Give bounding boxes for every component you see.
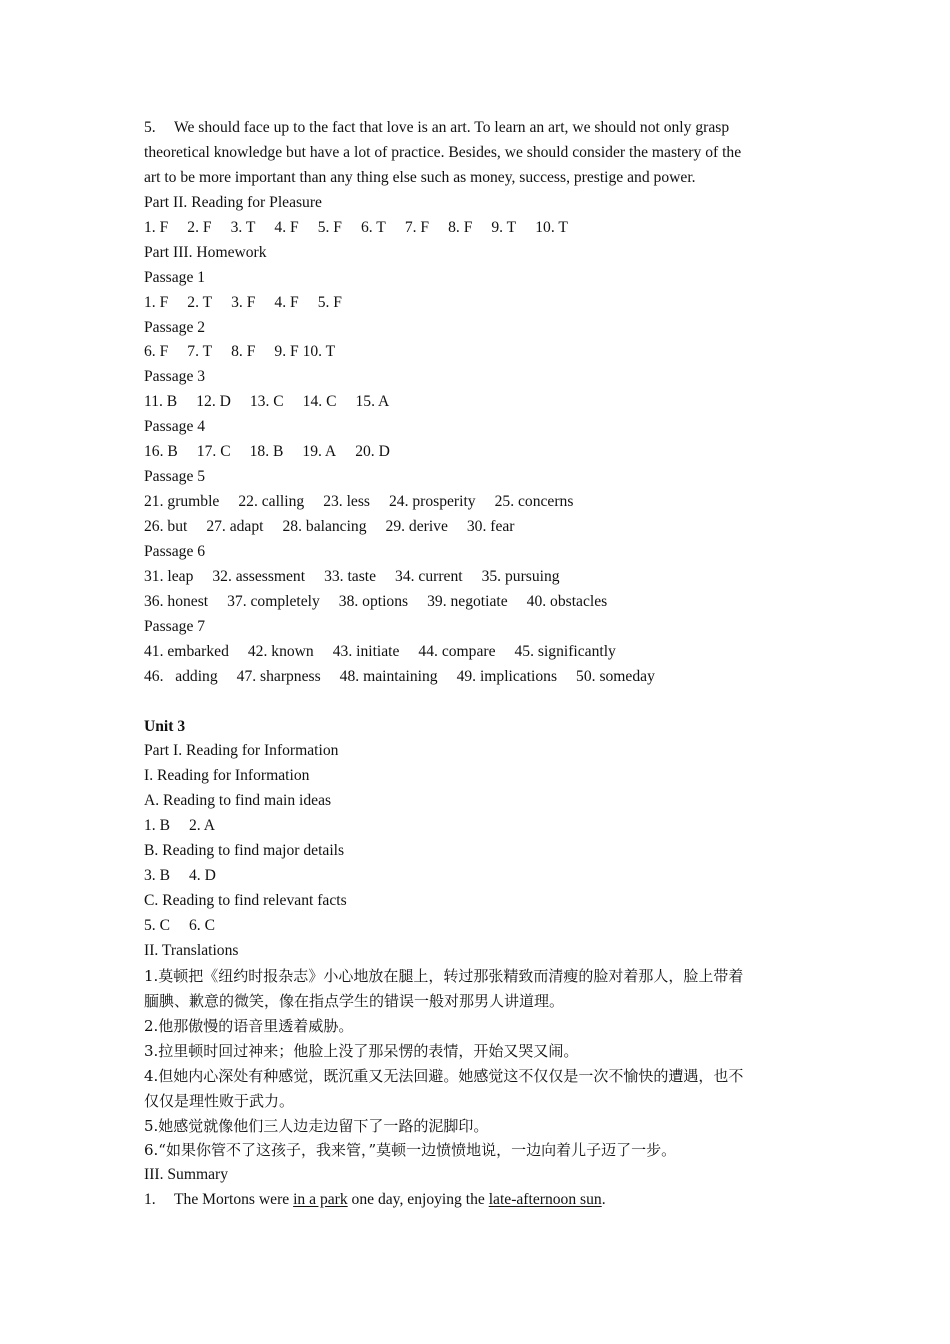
translation-line: 4.但她内心深处有种感觉，既沉重又无法回避。她感觉这不仅仅是一次不愉快的遭遇，也不 <box>144 1066 744 1085</box>
answer: 1. F <box>144 218 169 236</box>
answer: 3. T <box>230 218 256 236</box>
answer-row <box>144 565 824 590</box>
answer: 47. sharpness <box>236 667 321 685</box>
answer-row <box>144 914 824 939</box>
translation-line: 3.拉里顿时回过神来；他脸上没了那呆愣的表情，开始又哭又闹。 <box>144 1041 579 1060</box>
answer: 26. but <box>144 518 188 535</box>
summary-text: one day, enjoying the <box>347 1191 489 1209</box>
answer: 10. T <box>535 218 568 236</box>
answer: 3. B <box>144 867 170 885</box>
answer: 18. B <box>249 443 284 461</box>
answer: 7. F <box>404 218 430 236</box>
answer: 2. F <box>187 218 212 236</box>
answer: 30. fear <box>466 518 515 535</box>
answer-row <box>144 390 824 415</box>
answer: 29. derive <box>385 518 448 535</box>
answer: 13. C <box>249 393 284 411</box>
answer: 36. honest <box>144 592 209 610</box>
passage-heading: Passage 7 <box>144 617 206 635</box>
paragraph-line: theoretical knowledge but have a lot of practice. Besides, we should consider the mastery of the <box>144 143 742 161</box>
answer: 35. pursuing <box>481 567 560 585</box>
document-page <box>144 116 824 1213</box>
answer: 4. D <box>189 867 216 885</box>
answer: 38. options <box>338 592 409 610</box>
answer: 33. taste <box>324 567 377 585</box>
answer: 1. B <box>144 817 170 835</box>
answer: 12. D <box>196 393 231 411</box>
paragraph-line <box>144 116 824 141</box>
answer: 4. F <box>274 218 299 236</box>
answer: 42. known <box>247 642 314 660</box>
summary-text: The Mortons were <box>174 1191 294 1209</box>
summary-line <box>144 1188 824 1213</box>
answer: 50. someday <box>576 667 655 685</box>
answer-row <box>144 440 824 465</box>
answer: 45. significantly <box>514 642 616 660</box>
subsection-heading: II. Translations <box>144 941 239 959</box>
answer: 17. C <box>196 443 231 461</box>
answer: 32. assessment <box>212 567 306 585</box>
answer: 8. F <box>231 343 256 361</box>
answer-row <box>144 864 824 889</box>
answer-row <box>144 490 824 515</box>
item-number: 5. <box>144 119 156 136</box>
paragraph-line: art to be more important than any thing else such as money, success, prestige and power. <box>144 168 696 186</box>
answer: 3. F <box>231 293 256 311</box>
answer: 6. T <box>360 218 386 236</box>
answer: 5. F <box>317 218 342 236</box>
translation-line: 5.她感觉就像他们三人边走边留下了一路的泥脚印。 <box>144 1116 489 1135</box>
answer: 40. obstacles <box>526 592 608 610</box>
answer: 5. F <box>317 293 342 311</box>
summary-blank: in a park <box>293 1191 348 1209</box>
answer: 24. prosperity <box>388 493 476 511</box>
answer: 28. balancing <box>282 518 367 535</box>
answer: 14. C <box>302 393 337 411</box>
summary-text: . <box>601 1191 606 1209</box>
subsection-heading: B. Reading to find major details <box>144 842 345 860</box>
answer: 46. adding <box>144 667 218 685</box>
answer: 39. negotiate <box>427 592 508 610</box>
summary-blank: late-afternoon sun <box>488 1191 602 1209</box>
answer-row <box>144 590 824 615</box>
answer: 6. F <box>144 343 169 361</box>
answer: 48. maintaining <box>339 667 438 685</box>
translation-line: 6.“如果你管不了这孩子，我来管，”莫顿一边愤愤地说，一边向着儿子迈了一步。 <box>144 1141 677 1160</box>
passage-heading: Passage 5 <box>144 468 206 486</box>
answer: 23. less <box>323 493 370 511</box>
subsection-heading: III. Summary <box>144 1166 229 1184</box>
answer: 27. adapt <box>206 518 264 535</box>
passage-heading: Passage 3 <box>144 368 206 386</box>
section-heading: Part III. Homework <box>144 243 267 261</box>
answer: 6. C <box>189 917 215 935</box>
answer: 16. B <box>144 443 178 461</box>
passage-heading: Passage 4 <box>144 418 206 436</box>
answer: 20. D <box>355 443 390 461</box>
answer-row <box>144 665 824 690</box>
answer-row <box>144 291 824 316</box>
translation-line: 2.他那傲慢的语音里透着威胁。 <box>144 1016 354 1035</box>
answer: 21. grumble <box>144 493 220 511</box>
unit-title: Unit 3 <box>144 717 186 735</box>
answer-row <box>144 216 824 241</box>
answer: 9. T <box>491 218 517 236</box>
answer: 34. current <box>395 567 463 585</box>
section-heading: Part II. Reading for Pleasure <box>144 193 322 211</box>
answer-row <box>144 515 824 540</box>
answer: 7. T <box>187 343 213 361</box>
answer: 25. concerns <box>494 493 574 511</box>
answer: 49. implications <box>456 667 558 685</box>
answer: 43. initiate <box>332 642 400 660</box>
translation-line: 1.莫顿把《纽约时报杂志》小心地放在腿上，转过那张精致而清瘦的脸对着那人，脸上带着 <box>144 966 744 985</box>
answer: 41. embarked <box>144 642 229 660</box>
answer: 1. F <box>144 293 169 311</box>
answer: 2. T <box>187 293 213 311</box>
answer-row <box>144 340 824 365</box>
passage-heading: Passage 1 <box>144 268 206 286</box>
answer: 31. leap <box>144 567 194 585</box>
answer: 2. A <box>189 817 215 835</box>
section-heading: Part I. Reading for Information <box>144 742 339 760</box>
subsection-heading: I. Reading for Information <box>144 767 310 785</box>
answer-row <box>144 814 824 839</box>
answer: 44. compare <box>418 642 496 660</box>
answer: 37. completely <box>227 592 320 610</box>
answer: 4. F <box>274 293 299 311</box>
translation-line: 仅仅是理性败于武力。 <box>144 1091 295 1110</box>
passage-heading: Passage 6 <box>144 542 206 560</box>
passage-heading: Passage 2 <box>144 318 206 336</box>
answer: 19. A <box>302 443 337 461</box>
item-text: We should face up to the fact that love is an art. To learn an art, we should not only grasp <box>174 119 730 136</box>
answer: 8. F <box>448 218 473 236</box>
subsection-heading: A. Reading to find main ideas <box>144 792 332 810</box>
answer: 9. F 10. T <box>274 343 336 361</box>
subsection-heading: C. Reading to find relevant facts <box>144 892 347 910</box>
answer-row <box>144 640 824 665</box>
answer: 11. B <box>144 393 178 411</box>
answer: 15. A <box>355 393 390 411</box>
item-number: 1. <box>144 1191 156 1209</box>
translation-line: 腼腆、歉意的微笑，像在指点学生的错误一般对那男人讲道理。 <box>144 991 565 1010</box>
answer: 22. calling <box>238 493 305 511</box>
answer: 5. C <box>144 917 170 935</box>
